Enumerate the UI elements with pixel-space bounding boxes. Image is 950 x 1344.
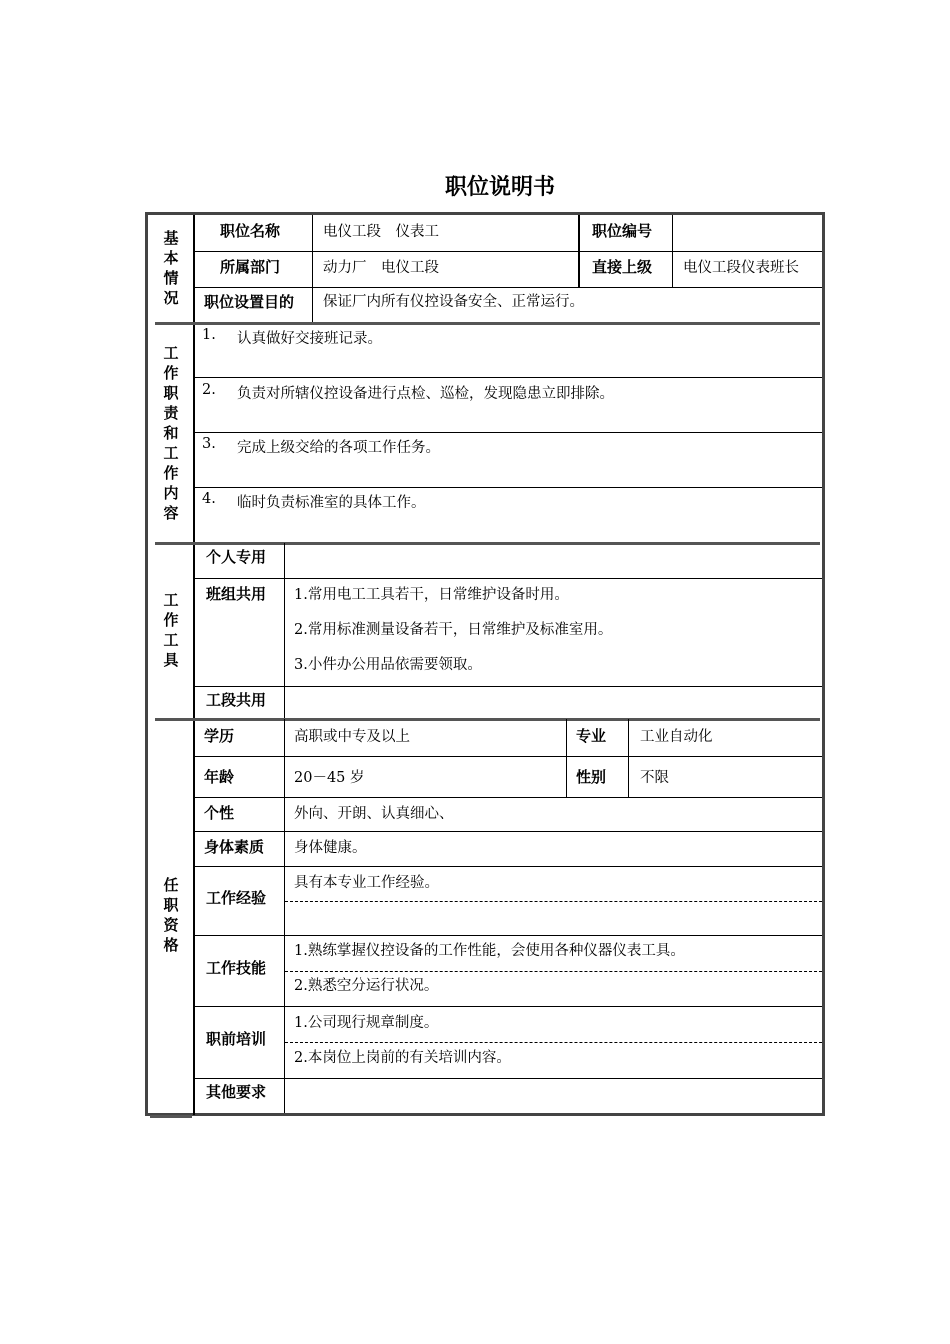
row-line <box>194 686 822 687</box>
tools-team-item: 3.小件办公用品依需要领取。 <box>294 657 482 673</box>
training-item: 2.本岗位上岗前的有关培训内容。 <box>294 1050 511 1066</box>
col-line <box>628 719 629 797</box>
col-line <box>312 215 313 322</box>
personality-value: 外向、开朗、认真细心、 <box>294 806 454 822</box>
education-label: 学历 <box>204 727 235 745</box>
section-duties-label: 工作职责和工作内容 <box>163 344 179 522</box>
section-separator <box>155 718 820 721</box>
position-name-label: 职位名称 <box>220 222 281 240</box>
age-label: 年龄 <box>204 768 235 786</box>
col-line <box>672 215 673 287</box>
skills-item: 2.熟悉空分运行状况。 <box>294 978 439 994</box>
row-line <box>194 831 822 832</box>
training-item: 1.公司现行规章制度。 <box>294 1015 439 1031</box>
row-line <box>194 797 822 798</box>
gender-label: 性别 <box>576 768 607 786</box>
section-column-divider <box>193 215 195 1115</box>
duty-text: 负责对所辖仪控设备进行点检、巡检，发现隐患立即排除。 <box>237 386 614 402</box>
duty-number: 3. <box>202 436 216 452</box>
tools-personal-label: 个人专用 <box>206 548 267 566</box>
department-value: 动力厂 电仪工段 <box>323 260 439 276</box>
duty-number: 2. <box>202 382 216 398</box>
skills-label: 工作技能 <box>206 959 267 977</box>
other-label: 其他要求 <box>206 1083 267 1101</box>
major-label: 专业 <box>576 727 607 745</box>
experience-value: 具有本专业工作经验。 <box>294 875 439 891</box>
row-line <box>194 578 822 579</box>
row-line <box>194 1078 822 1079</box>
tools-team-item: 2.常用标准测量设备若干，日常维护及标准室用。 <box>294 622 613 638</box>
duty-text: 临时负责标准室的具体工作。 <box>237 495 426 511</box>
position-code-label: 职位编号 <box>592 222 653 240</box>
skills-item: 1.熟练掌握仪控设备的工作性能，会使用各种仪器仪表工具。 <box>294 943 685 959</box>
tools-team-label: 班组共用 <box>206 585 267 603</box>
row-line <box>194 377 822 378</box>
gender-value: 不限 <box>640 770 669 786</box>
duty-text: 认真做好交接班记录。 <box>237 331 382 347</box>
row-line <box>194 1006 822 1007</box>
purpose-value: 保证厂内所有仪控设备安全、正常运行。 <box>323 294 584 310</box>
section-tools-label: 工作工具 <box>163 591 179 669</box>
row-line <box>194 866 822 867</box>
physical-value: 身体健康。 <box>294 840 367 856</box>
section-separator <box>150 1115 192 1118</box>
col-line <box>284 543 285 718</box>
row-line <box>194 287 822 288</box>
supervisor-value: 电仪工段仪表班长 <box>683 260 799 276</box>
duty-text: 完成上级交给的各项工作任务。 <box>237 440 440 456</box>
tools-team-item: 1.常用电工工具若干，日常维护设备时用。 <box>294 587 569 603</box>
major-value: 工业自动化 <box>640 729 713 745</box>
row-line <box>194 756 822 757</box>
purpose-label: 职位设置目的 <box>204 293 295 311</box>
dashed-divider <box>285 971 822 972</box>
age-value: 20－45 岁 <box>294 770 365 786</box>
row-line <box>194 432 822 433</box>
tools-section-label: 工段共用 <box>206 691 267 709</box>
row-line <box>194 487 822 488</box>
training-label: 职前培训 <box>206 1030 267 1048</box>
col-line <box>284 719 285 1113</box>
physical-label: 身体素质 <box>204 838 265 856</box>
duty-number: 4. <box>202 491 216 507</box>
dashed-divider <box>285 1042 822 1043</box>
row-line <box>194 935 822 936</box>
supervisor-label: 直接上级 <box>592 258 653 276</box>
row-line <box>194 251 822 252</box>
page-title: 职位说明书 <box>444 175 555 200</box>
education-value: 高职或中专及以上 <box>294 729 410 745</box>
experience-label: 工作经验 <box>206 889 267 907</box>
duty-number: 1. <box>202 327 216 343</box>
section-qualifications-label: 任职资格 <box>163 876 179 954</box>
section-basic-label: 基本情况 <box>163 229 179 307</box>
col-line <box>566 719 567 797</box>
col-line <box>578 215 580 287</box>
personality-label: 个性 <box>204 804 235 822</box>
department-label: 所属部门 <box>220 258 281 276</box>
dashed-divider <box>285 901 822 902</box>
section-separator <box>155 322 820 325</box>
section-separator <box>155 542 820 545</box>
position-name-value: 电仪工段 仪表工 <box>323 224 439 240</box>
